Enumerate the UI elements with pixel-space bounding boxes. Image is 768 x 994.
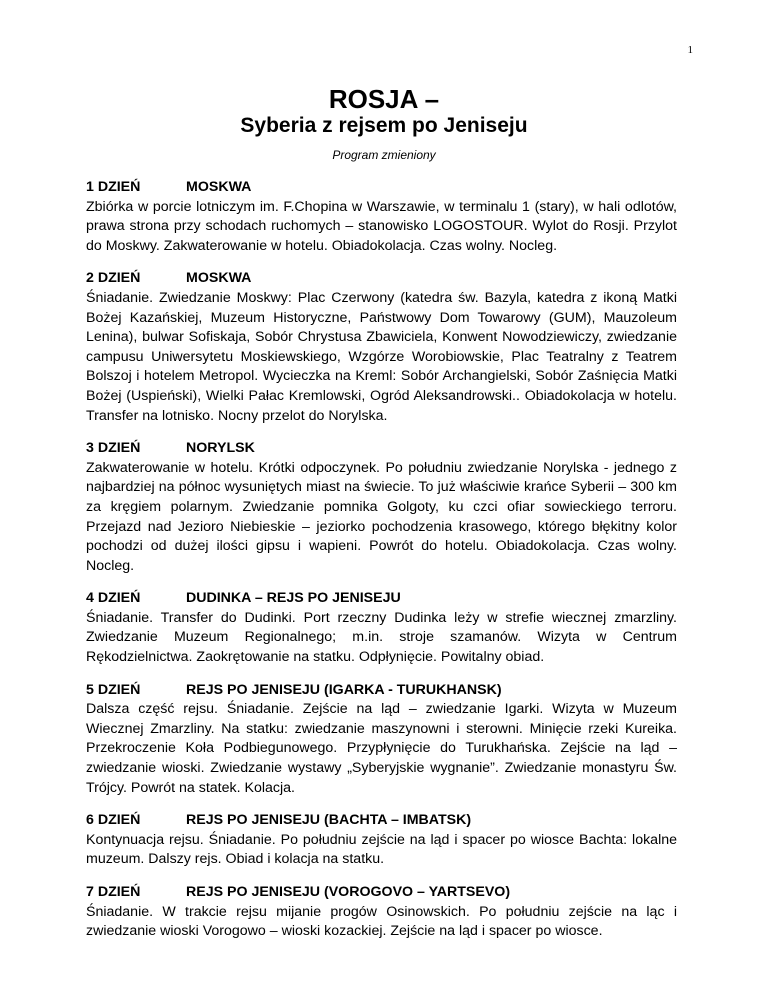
day-heading [86,589,677,609]
itinerary [86,178,677,955]
day-heading [86,883,677,903]
day-label: 2 DZIEŃ [86,270,141,287]
day-destination: REJS PO JENISEJU (BACHTA – IMBATSK) [186,812,472,829]
day-description: Zbiórka w porcie lotniczym im. F.Chopina w Warszawie, w terminalu 1 (stary), w hali odlotów, prawa strona przy schodach ruchomych – stanowisko LOGOSTOUR. Wylot do Rosji. Przylot do Moskwy. Zakwaterowanie w hotelu. Obiadokolacja. Czas wolny. Nocleg. [86,198,677,254]
day-heading [86,269,677,289]
day-label: 3 DZIEŃ [86,440,141,457]
day-heading [86,178,677,198]
day-heading [86,681,677,701]
day-label: 5 DZIEŃ [86,681,141,698]
day-label: 7 DZIEŃ [86,884,141,900]
day-label: 1 DZIEŃ [86,179,141,195]
day-destination: DUDINKA – REJS PO JENISEJU [186,590,401,607]
day-heading [86,811,677,831]
day-destination: REJS PO JENISEJU (IGARKA - TURUKHANSK) [186,681,502,698]
day-label: 6 DZIEŃ [86,812,141,829]
day-destination: NORYLSK [186,440,255,457]
day-5 [86,681,677,799]
day-7 [86,883,677,942]
day-description: Śniadanie. Zwiedzanie Moskwy: Plac Czerwony (katedra św. Bazyla, katedra z ikoną Matki Bożej Kazańskiej, Muzeum Historyczne, Państwowy Dom Towarowy (GUM), Mauzoleum Lenina), bulwar Sofiskaja, Sobór Chrystusa Zbawiciela, Konwent Nowodziewiczy, zwiedzanie campusu Uniwersytetu Moskiewskiego, Wzgórze Worobiowskie, Plac Teatralny z Teatrem Bolszoj i hotelem Metropol. Wycieczka na Kreml: Sobór Archangielski, Sobór Zaśnięcia Matki Bożej (Uspieński), Wielki Pałac Kremlowski, Ogród Aleksandrowski.. Obiadokolacja w hotelu. Transfer na lotnisko. Nocny przelot do Norylska. [86,289,677,424]
day-destination: MOSKWA [186,179,252,195]
document-title: ROSJA – [328,84,440,114]
day-heading [86,439,677,459]
day-1 [86,178,677,256]
day-6 [86,811,677,870]
page-number: 1 [687,44,693,56]
day-4 [86,589,677,667]
day-description: Dalsza część rejsu. Śniadanie. Zejście na ląd – zwiedzanie Igarki. Wizyta w Muzeum Wiecznej Zmarzliny. Na statku: zwiedzanie maszynowni i sterowni. Minięcie rzeki Kureika. Przekroczenie Koła Podbiegunowego. Przypłynięcie do Turukhańska. Zejście na ląd – zwiedzanie wioski. Zwiedzanie wystawy „Syberyjskie wygnanie”. Zwiedzanie monastyru Św. Trójcy. Powrót na statek. Kolacja. [86,701,677,796]
program-note: Program zmieniony [332,148,436,162]
day-label: 4 DZIEŃ [86,590,141,607]
document-subtitle: Syberia z rejsem po Jeniseju [240,114,528,137]
day-description: Śniadanie. W trakcie rejsu mijanie progów Osinowskich. Po południu zejście na ląc i zwiedzanie wioski Vorogowo – wioski kozackiej. Zejście na ląd i spacer po wiosce. [86,903,677,940]
day-destination: REJS PO JENISEJU (VOROGOVO – YARTSEVO) [186,884,511,900]
day-description: Śniadanie. Transfer do Dudinki. Port rzeczny Dudinka leży w strefie wiecznej zmarzliny. Zwiedzanie Muzeum Regionalnego; m.in. stroje szamanów. Wizyta w Centrum Rękodzielnictwa. Zaokrętowanie na statku. Odpłynięcie. Powitalny obiad. [86,609,677,666]
day-description: Kontynuacja rejsu. Śniadanie. Po południu zejście na ląd i spacer po wiosce Bachta: lokalne muzeum. Dalszy rejs. Obiad i kolacja na statku. [86,831,677,868]
day-description: Zakwaterowanie w hotelu. Krótki odpoczynek. Po południu zwiedzanie Norylska - jednego z najbardziej na północ wysuniętych miast na świecie. To już właściwie krańce Syberii – 300 km za kręgiem polarnym. Zwiedzanie pomnika Golgoty, ku czci ofiar sowieckiego terroru. Przejazd nad Jezioro Niebieskie – jeziorko pochodzenia krasowego, którego błękitny kolor pochodzi od dużej ilości gipsu i wapieni. Powrót do hotelu. Obiadokolacja. Czas wolny. Nocleg. [86,459,677,574]
day-3 [86,439,677,576]
day-destination: MOSKWA [186,270,252,287]
day-2 [86,269,677,426]
